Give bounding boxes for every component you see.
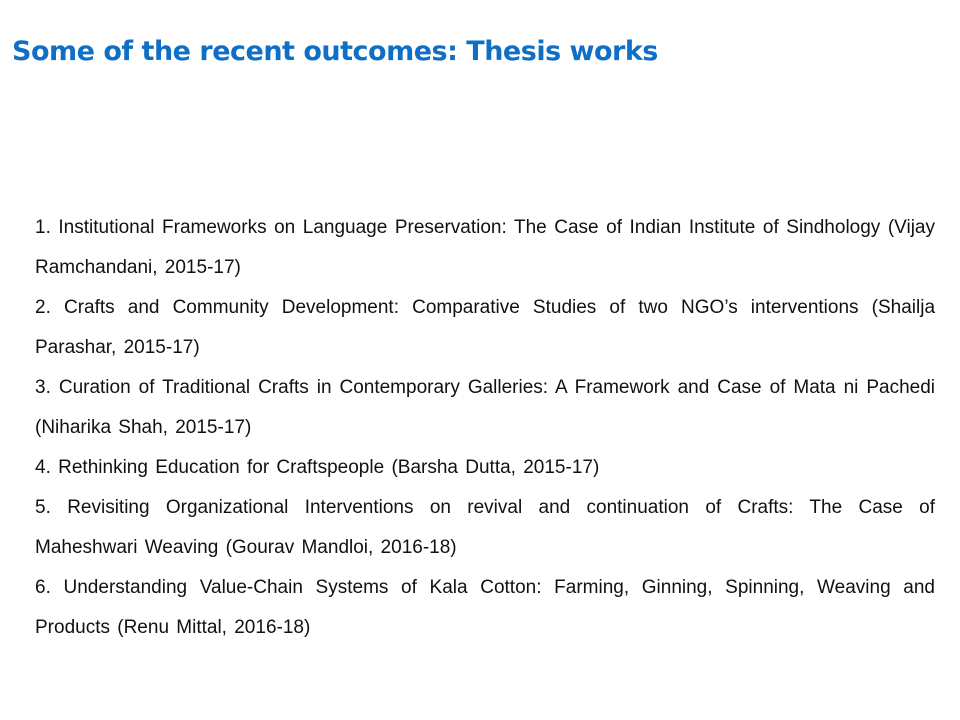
item-number: 3. [35,377,51,398]
thesis-item [35,568,935,648]
item-text: Rethinking Education for Craftspeople (Barsha Dutta, 2015-17) [58,457,600,478]
item-text: Curation of Traditional Crafts in Contemporary Galleries: A Framework and Case of Mata ni Pachedi (Niharika Shah, 2015-17) [35,377,936,438]
item-number: 2. [35,297,51,318]
slide-title: Some of the recent outcomes: Thesis works [12,36,658,67]
thesis-item [35,488,935,568]
item-number: 6. [35,577,51,598]
thesis-item [35,368,935,448]
item-number: 1. [35,217,51,238]
item-text: Understanding Value-Chain Systems of Kala Cotton: Farming, Ginning, Spinning, Weaving and Products (Renu Mittal, 2016-18) [35,577,935,638]
thesis-item [35,208,935,288]
item-text: Revisiting Organizational Interventions on revival and continuation of Crafts: The Case of Maheshwari Weaving (Gourav Mandloi, 2016-18) [35,497,935,558]
item-text: Crafts and Community Development: Comparative Studies of two NGO’s interventions (Shailja Parashar, 2015-17) [35,297,936,358]
item-number: 5. [35,497,51,518]
item-text: Institutional Frameworks on Language Preservation: The Case of Indian Institute of Sindhology (Vijay Ramchandani, 2015-17) [35,217,936,278]
thesis-item [35,448,935,488]
thesis-list [35,208,935,648]
item-number: 4. [35,457,51,478]
thesis-item [35,288,935,368]
